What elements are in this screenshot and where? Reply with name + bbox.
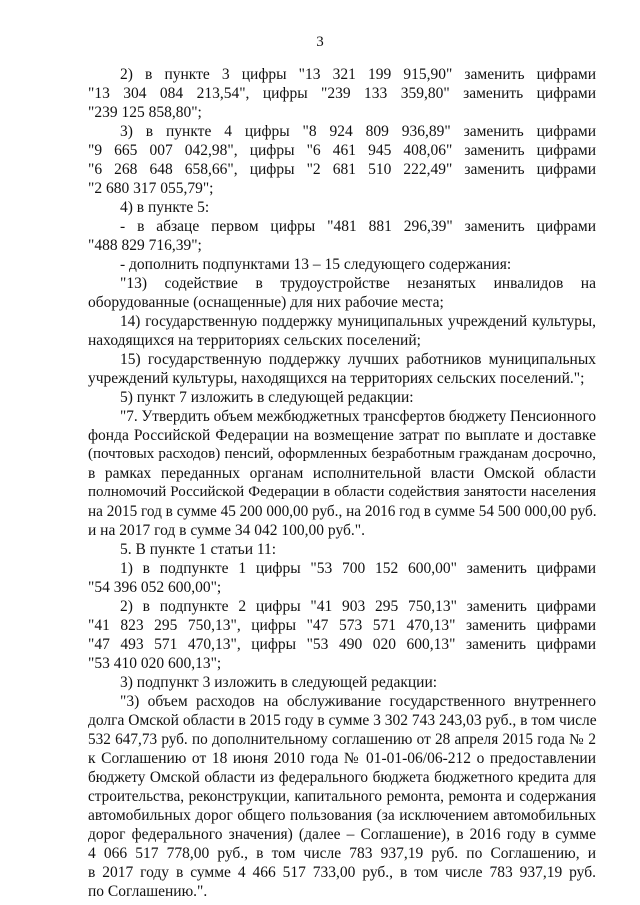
text-line: оборудованные (оснащенные) для них рабочие места; (88, 294, 444, 311)
text-line: строительства, реконструкции, капитального ремонта, ремонта и содержания (88, 788, 596, 805)
text-line: 3) в пункте 4 цифры "8 924 809 936,89" заменить цифрами (120, 123, 596, 140)
text-line: "239 125 858,80"; (88, 104, 202, 121)
text-line: "47 493 571 470,13", цифры "53 490 020 600,13" заменить цифрами (88, 636, 596, 653)
text-line: 2) в подпункте 2 цифры "41 903 295 750,13" заменить цифрами (120, 598, 596, 615)
text-line: "13 304 084 213,54", цифры "239 133 359,80" заменить цифрами (88, 85, 596, 102)
text-line: 1) в подпункте 1 цифры "53 700 152 600,00" заменить цифрами (120, 560, 596, 577)
text-line: 532 647,73 руб. по дополнительному соглашению от 28 апреля 2015 года № 2 (88, 731, 596, 748)
text-line: 14) государственную поддержку муниципальных учреждений культуры, (120, 313, 596, 330)
text-line: к Соглашению от 18 июня 2010 года № 01-01-06/06-212 о предоставлении (88, 750, 596, 767)
text-line: 4 066 517 778,00 руб., в том числе 783 937,19 руб. по Соглашению, и (88, 845, 596, 862)
text-line: (почтовых расходов) пенсий, оформленных безработным гражданам досрочно, (88, 446, 596, 462)
text-line: фонда Российской Федерации на возмещение затрат по выплате и доставке (88, 427, 596, 444)
text-line: находящихся на территориях сельских поселений; (88, 332, 421, 349)
text-line: 4) в пункте 5: (120, 199, 210, 216)
text-line: "41 823 295 750,13", цифры "47 573 571 470,13" заменить цифрами (88, 617, 596, 634)
text-line: "7. Утвердить объем межбюджетных трансфертов бюджету Пенсионного (120, 408, 596, 425)
text-line: бюджету Омской области из федерального бюджета бюджетного кредита для (88, 769, 596, 786)
text-line: учреждений культуры, находящихся на территориях сельских поселений."; (88, 370, 585, 387)
text-line: и на 2017 год в сумме 34 042 100,00 руб.". (88, 522, 365, 539)
text-line: 2) в пункте 3 цифры "13 321 199 915,90" заменить цифрами (120, 66, 596, 83)
text-line: по Соглашению.". (88, 883, 208, 900)
text-line: в 2017 году в сумме 4 466 517 733,00 руб., в том числе 783 937,19 руб. (88, 864, 596, 881)
page-number: 3 (316, 34, 324, 50)
text-line: 5. В пункте 1 статьи 11: (120, 541, 277, 558)
text-line: "2 680 317 055,79"; (88, 180, 214, 197)
text-line: "488 829 716,39"; (88, 237, 202, 254)
text-line: дорог федерального значения) (далее – Соглашение), в 2016 году в сумме (88, 826, 596, 843)
text-line: "3) объем расходов на обслуживание государственного внутреннего (120, 693, 596, 710)
text-line: автомобильных дорог общего пользования (за исключением автомобильных (88, 807, 596, 824)
text-line: долга Омской области в 2015 году в сумме 3 302 743 243,03 руб., в том числе (88, 712, 597, 729)
text-line: в рамках переданных органам исполнительной власти Омской области (88, 465, 596, 482)
text-line: 3) подпункт 3 изложить в следующей редакции: (120, 674, 438, 691)
text-line: 15) государственную поддержку лучших работников муниципальных (120, 351, 596, 368)
text-line: "53 410 020 600,13"; (88, 655, 222, 672)
text-line: полномочий Российской Федерации в области содействия занятости населения (88, 484, 596, 500)
text-line: на 2015 год в сумме 45 200 000,00 руб., на 2016 год в сумме 54 500 000,00 руб. (88, 503, 597, 520)
text-line: - в абзаце первом цифры "481 881 296,39" заменить цифрами (120, 218, 596, 235)
text-line: "6 268 648 658,66", цифры "2 681 510 222,49" заменить цифрами (88, 161, 596, 178)
text-line: 5) пункт 7 изложить в следующей редакции: (120, 389, 414, 406)
text-line: - дополнить подпунктами 13 – 15 следующего содержания: (120, 256, 512, 273)
text-line: "13) содействие в трудоустройстве незанятых инвалидов на (120, 275, 596, 292)
text-line: "9 665 007 042,98", цифры "6 461 945 408,06" заменить цифрами (88, 142, 596, 159)
text-line: "54 396 052 600,00"; (88, 579, 222, 596)
